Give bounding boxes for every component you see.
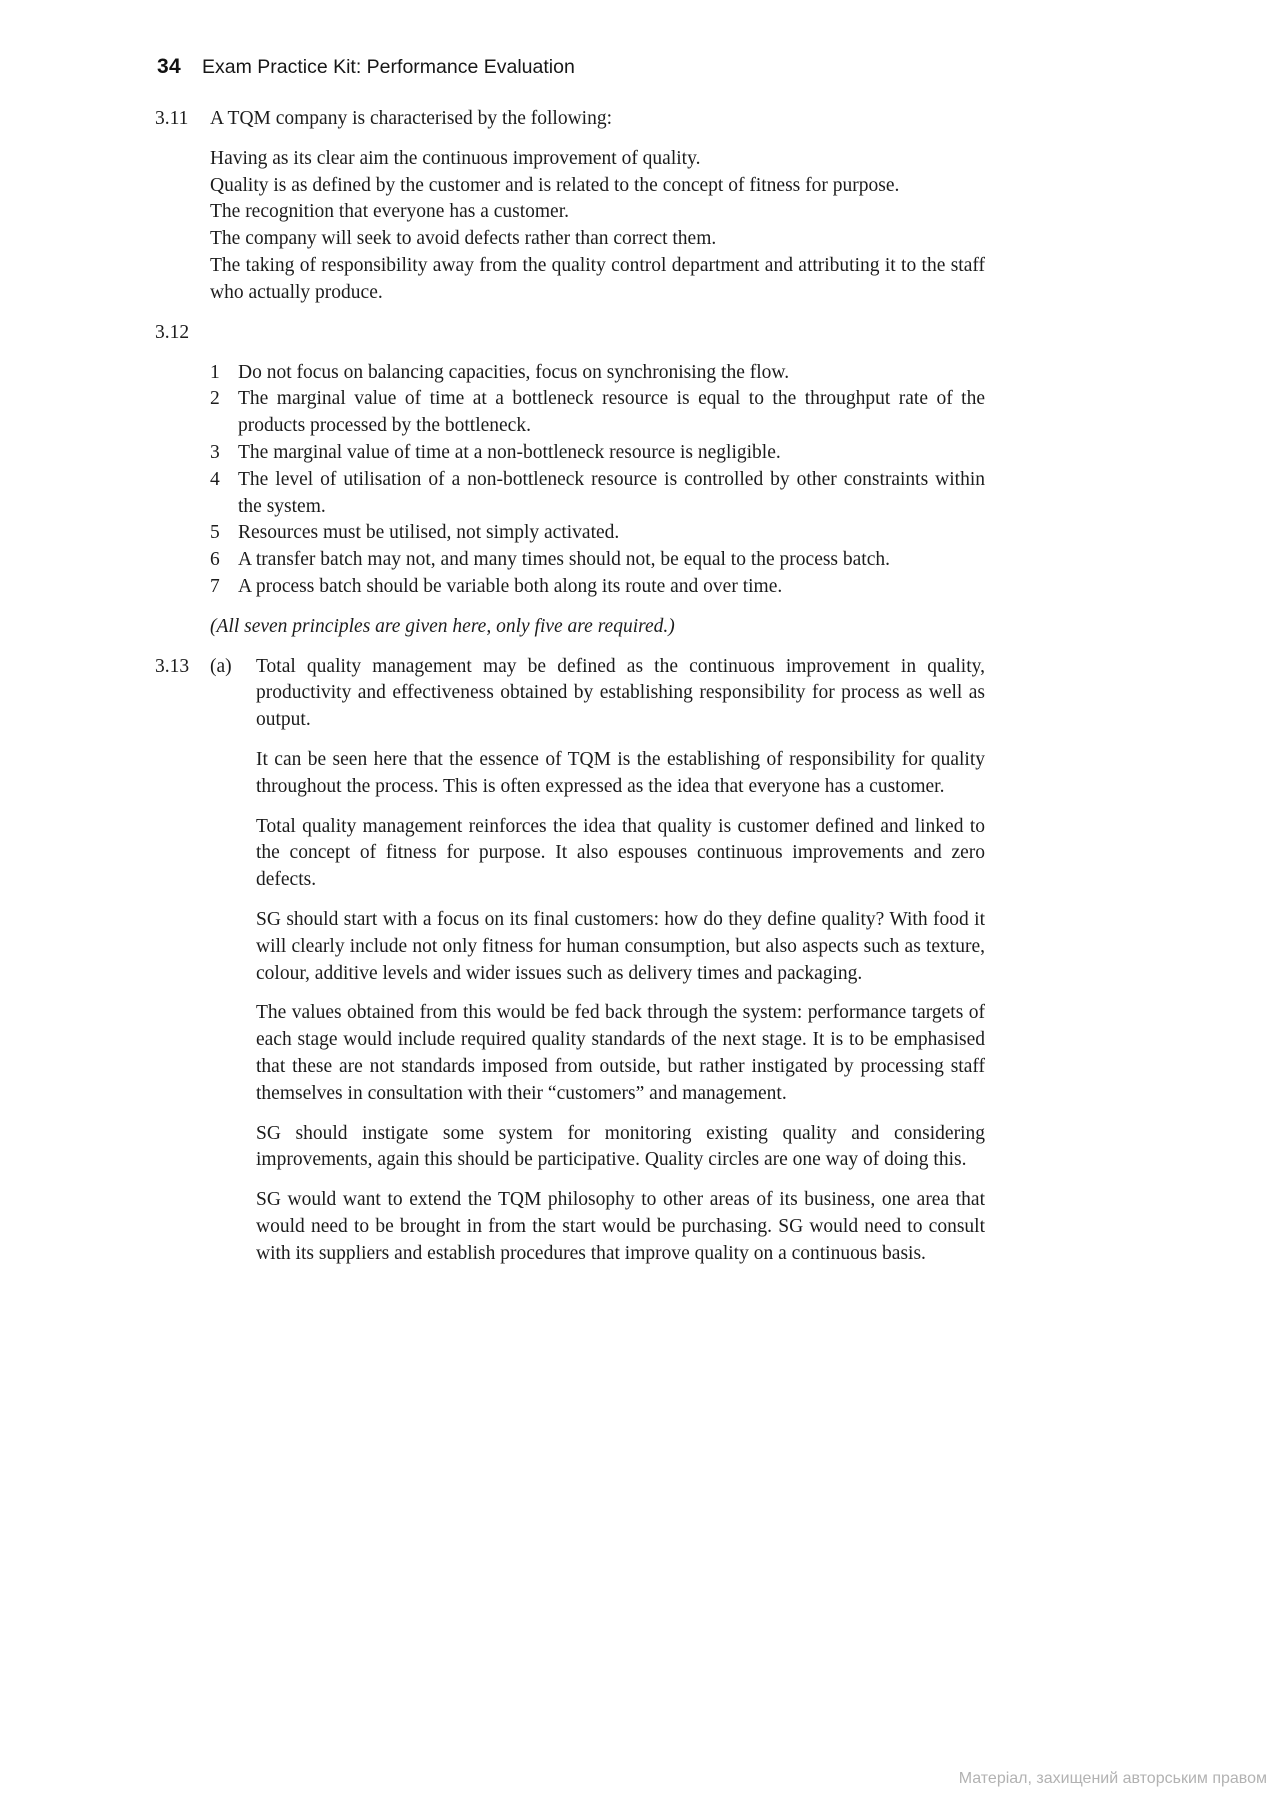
- running-header: [157, 55, 575, 79]
- list-item: [210, 440, 985, 467]
- answer-paragraph: The values obtained from this would be fed back through the system: performance targets of each stage would include required quality standards of the next stage. It is to be emphasised that these are not standards imposed from outside, but rather instigated by processing staff themselves in consultation with their “customers” and management.: [256, 1002, 985, 1104]
- answer-paragraph: Total quality management reinforces the idea that quality is customer defined and linked to the concept of fitness for purpose. It also espouses continuous improvements and zero defects.: [256, 815, 985, 891]
- copyright-notice: Матеріал, захищений авторським правом: [958, 1770, 1267, 1787]
- list-item-text: A transfer batch may not, and many times should not, be equal to the process batch.: [238, 549, 891, 571]
- list-item-text: A process batch should be variable both along its route and over time.: [238, 575, 783, 597]
- list-item-text: The marginal value of time at a bottleneck resource is equal to the throughput rate of the products processed by the bottleneck.: [238, 388, 985, 437]
- section-number: 3.13: [155, 655, 190, 677]
- page-content: [155, 106, 985, 1280]
- section-3-12: [155, 320, 985, 641]
- characteristic-item: The company will seek to avoid defects rather than correct them.: [210, 228, 717, 250]
- principles-note: (All seven principles are given here, only five are required.): [210, 615, 675, 637]
- section-3-11: [155, 106, 985, 307]
- characteristic-item: The taking of responsibility away from the quality control department and attributing it to the staff who actually produce.: [210, 254, 985, 303]
- list-item-number: 1: [210, 361, 220, 383]
- answer-paragraph: It can be seen here that the essence of TQM is the establishing of responsibility for quality throughout the process. This is often expressed as the idea that everyone has a customer.: [256, 748, 985, 797]
- principles-list: [210, 320, 985, 601]
- list-item: [210, 547, 985, 574]
- list-item: [210, 520, 985, 547]
- characteristic-item: The recognition that everyone has a customer.: [210, 201, 569, 223]
- list-item-text: Resources must be utilised, not simply activated.: [238, 522, 620, 544]
- list-item-number: 7: [210, 575, 220, 597]
- list-item-text: The level of utilisation of a non-bottleneck resource is controlled by other constraints within the system.: [238, 468, 985, 517]
- list-item-text: Do not focus on balancing capacities, focus on synchronising the flow.: [238, 361, 790, 383]
- part-body: [256, 654, 985, 1268]
- section-body: [210, 654, 985, 1268]
- list-item-number: 6: [210, 549, 220, 571]
- characteristic-item: Quality is as defined by the customer and is related to the concept of fitness for purpose.: [210, 174, 900, 196]
- list-item-number: 5: [210, 522, 220, 544]
- answer-part-a: [210, 654, 985, 1268]
- list-item-text: The marginal value of time at a non-bottleneck resource is negligible.: [238, 441, 781, 463]
- part-label: (a): [210, 655, 232, 677]
- answer-paragraph: SG should start with a focus on its final customers: how do they define quality? With food it will clearly include not only fitness for human consumption, but also aspects such as texture, colour, additive levels and wider issues such as delivery times and packaging.: [256, 908, 985, 984]
- list-item: [210, 360, 985, 387]
- answer-paragraph: SG should instigate some system for monitoring existing quality and considering improvements, again this should be participative. Quality circles are one way of doing this.: [256, 1122, 985, 1171]
- answer-paragraph: SG would want to extend the TQM philosophy to other areas of its business, one area that would need to be brought in from the start would be purchasing. SG would need to consult with its suppliers and establish procedures that improve quality on a continuous basis.: [256, 1189, 985, 1264]
- answer-paragraph: Total quality management may be defined as the continuous improvement in quality, productivity and effectiveness obtained by establishing responsibility for process as well as output.: [256, 655, 985, 731]
- characteristic-item: Having as its clear aim the continuous improvement of quality.: [210, 147, 701, 169]
- list-item-number: 4: [210, 468, 220, 490]
- list-item: [210, 386, 985, 440]
- list-item: [210, 467, 985, 521]
- section-lead: A TQM company is characterised by the following:: [210, 108, 613, 129]
- list-item: [210, 574, 985, 601]
- characteristics-list: [210, 146, 985, 307]
- section-body: [210, 106, 985, 307]
- section-3-13: [155, 654, 985, 1268]
- section-body: [210, 320, 985, 641]
- running-header-title: Exam Practice Kit: Performance Evaluation: [201, 56, 575, 78]
- section-number: 3.11: [155, 108, 189, 129]
- list-item-number: 3: [210, 441, 220, 463]
- list-item-number: 2: [210, 388, 220, 410]
- page-number: 34: [157, 55, 181, 78]
- section-number: 3.12: [155, 321, 190, 343]
